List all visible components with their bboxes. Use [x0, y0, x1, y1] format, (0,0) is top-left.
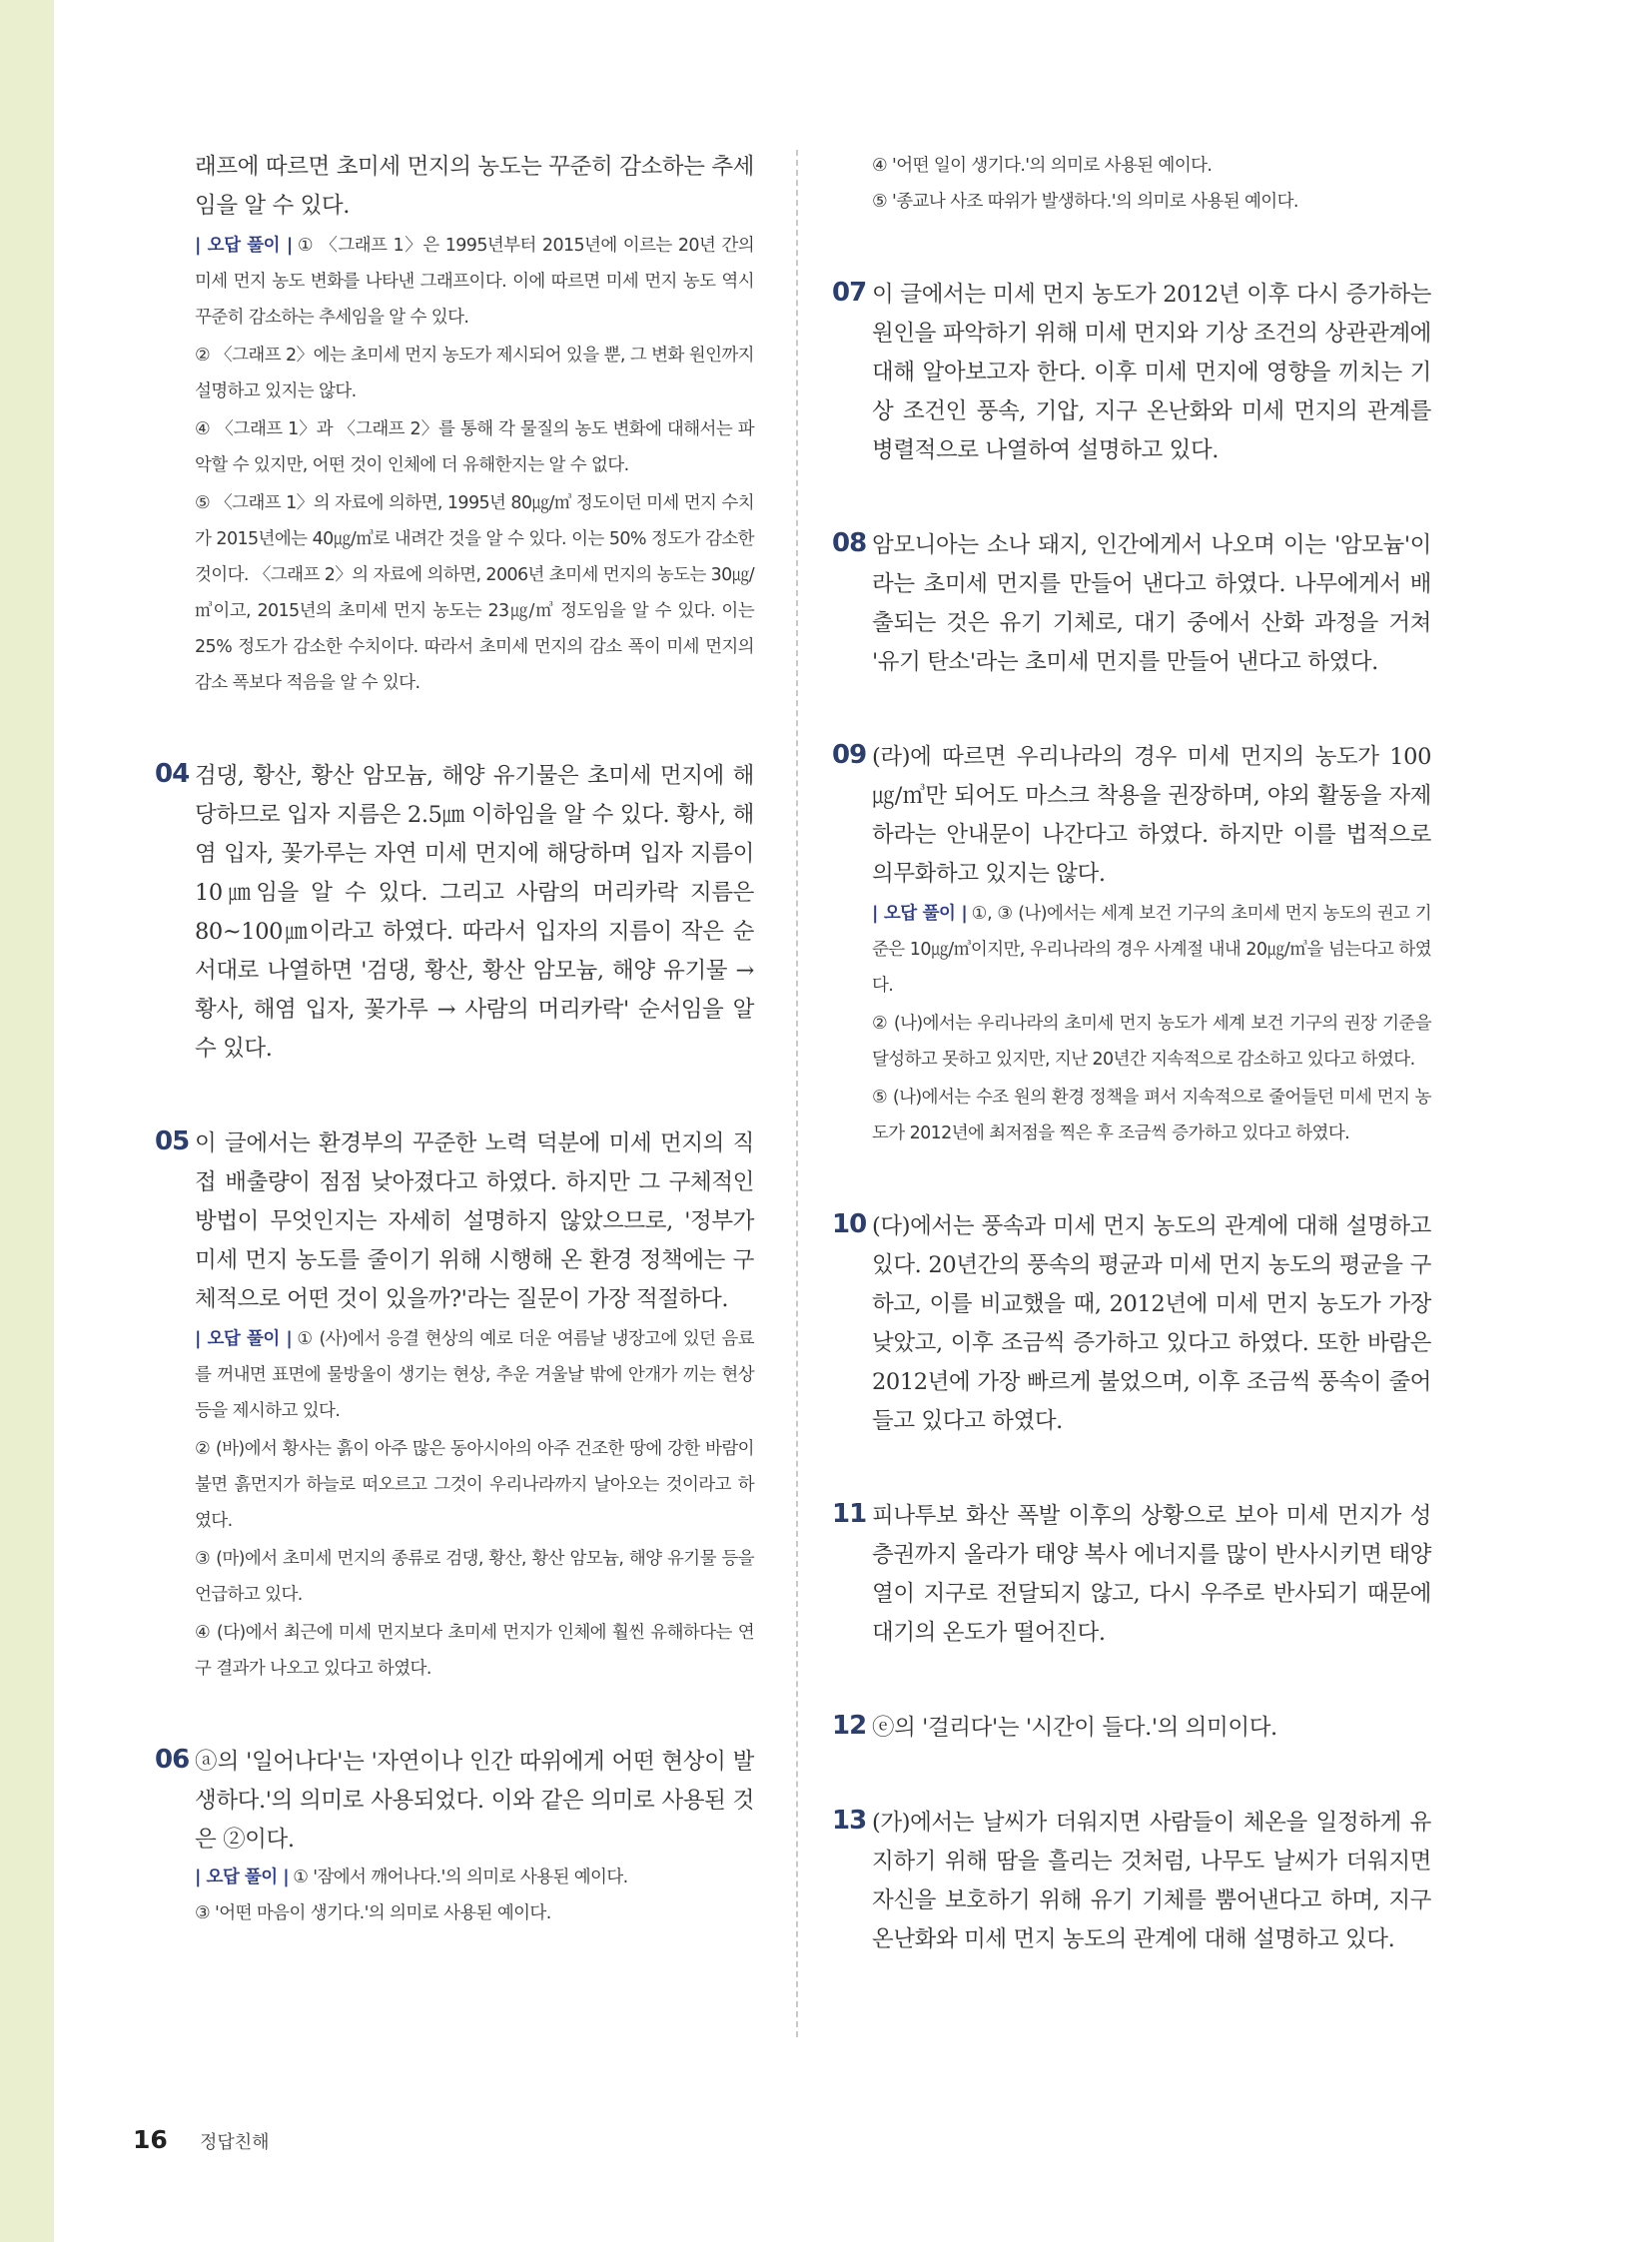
explanation-item: ④ 〈그래프 1〉과 〈그래프 2〉를 통해 각 물질의 농도 변화에 대해서는 파악할 수 있지만, 어떤 것이 인체에 더 유해한지는 알 수 없다.	[195, 419, 754, 475]
answer-13	[832, 1804, 1431, 1959]
wrong-answer-explanation	[195, 1321, 754, 1429]
answer-03-continued	[155, 148, 754, 701]
answer-10	[832, 1207, 1431, 1441]
answer-06-continued	[832, 148, 1431, 220]
left-column	[155, 148, 754, 1931]
answer-04	[155, 757, 754, 1069]
explanation-item: ① (사)에서 응결 현상의 예로 더운 여름날 냉장고에 있던 음료를 꺼내면 표면에 물방울이 생기는 현상, 추운 겨울날 밖에 안개가 끼는 현상 등을 제시하고 있다.	[195, 1329, 754, 1421]
side-color-band	[0, 0, 54, 2242]
wrong-answer-label: | 오답 풀이 |	[195, 1329, 293, 1349]
question-number: 09	[832, 740, 867, 770]
answer-05	[155, 1124, 754, 1687]
wrong-answer-explanation	[195, 228, 754, 336]
answer-text: 암모니아는 소나 돼지, 인간에게서 나오며 이는 '암모늄'이라는 초미세 먼지를 만들어 낸다고 하였다. 나무에게서 배출되는 것은 유기 기체로, 대기 중에서 산화 과정을 거쳐 '유기 탄소'라는 초미세 먼지를 만들어 낸다고 하였다.	[872, 532, 1431, 675]
explanation-item: ①, ③ (나)에서는 세계 보건 기구의 초미세 먼지 농도의 권고 기준은 10㎍/㎥이지만, 우리나라의 경우 사계절 내내 20㎍/㎥을 넘는다고 하였다.	[872, 904, 1432, 996]
question-number: 04	[155, 759, 190, 789]
explanation-item: ③ '어떤 마음이 생기다.'의 의미로 사용된 예이다.	[195, 1903, 551, 1923]
answer-07	[832, 276, 1431, 470]
answer-text: 검댕, 황산, 황산 암모늄, 해양 유기물은 초미세 먼지에 해당하므로 입자 지름은 2.5㎛ 이하임을 알 수 있다. 황사, 해염 입자, 꽃가루는 자연 미세 먼지에 해당하며 입자 지름이 10㎛임을 알 수 있다. 그리고 사람의 머리카락 지름은 80~100㎛이라고 하였다. 따라서 입자의 지름이 작은 순서대로 나열하면 '검댕, 황산, 황산 암모늄, 해양 유기물 → 황사, 해염 입자, 꽃가루 → 사람의 머리카락' 순서임을 알 수 있다.	[195, 763, 754, 1062]
answer-12	[832, 1709, 1431, 1748]
answer-11	[832, 1497, 1431, 1653]
answer-text: 래프에 따르면 초미세 먼지의 농도는 꾸준히 감소하는 추세임을 알 수 있다.	[195, 154, 754, 219]
explanation-item: ⑤ (나)에서는 수조 원의 환경 정책을 펴서 지속적으로 줄어들던 미세 먼지 농도가 2012년에 최저점을 찍은 후 조금씩 증가하고 있다고 하였다.	[872, 1088, 1431, 1143]
explanation-item: ④ (다)에서 최근에 미세 먼지보다 초미세 먼지가 인체에 훨씬 유해하다는 연구 결과가 나오고 있다고 하였다.	[195, 1623, 754, 1679]
question-number: 10	[832, 1209, 867, 1239]
explanation-item: ③ (마)에서 초미세 먼지의 종류로 검댕, 황산, 황산 암모늄, 해양 유기물 등을 언급하고 있다.	[195, 1549, 754, 1605]
explanation-item: ④ '어떤 일이 생기다.'의 의미로 사용된 예이다.	[872, 156, 1213, 176]
page-number: 16	[133, 2125, 168, 2154]
answer-06	[155, 1743, 754, 1931]
wrong-answer-label: | 오답 풀이 |	[195, 1868, 290, 1887]
footer-title: 정답친해	[200, 2132, 270, 2153]
answer-text: (다)에서는 풍속과 미세 먼지 농도의 관계에 대해 설명하고 있다. 20년간의 풍속의 평균과 미세 먼지 농도의 평균을 구하고, 이를 비교했을 때, 2012년에 미세 먼지 농도가 가장 낮았고, 이후 조금씩 증가하고 있다고 하였다. 또한 바람은 2012년에 가장 빠르게 불었으며, 이후 조금씩 풍속이 줄어들고 있다고 하였다.	[872, 1213, 1431, 1434]
explanation-item: ⑤ 〈그래프 1〉의 자료에 의하면, 1995년 80㎍/㎥ 정도이던 미세 먼지 수치가 2015년에는 40㎍/㎥로 내려간 것을 알 수 있다. 이는 50% 정도가 감소한 것이다. 〈그래프 2〉의 자료에 의하면, 2006년 초미세 먼지의 농도는 30㎍/㎥이고, 2015년의 초미세 먼지 농도는 23㎍/㎥ 정도임을 알 수 있다. 이는 25% 정도가 감소한 수치이다. 따라서 초미세 먼지의 감소 폭이 미세 먼지의 감소 폭보다 적음을 알 수 있다.	[195, 493, 754, 693]
answer-09	[832, 738, 1431, 1151]
question-number: 07	[832, 278, 867, 308]
explanation-item: ⑤ '종교나 사조 따위가 발생하다.'의 의미로 사용된 예이다.	[872, 192, 1298, 212]
wrong-answer-explanation	[872, 896, 1431, 1004]
question-number: 06	[155, 1745, 190, 1775]
question-number: 05	[155, 1126, 190, 1156]
question-number: 12	[832, 1711, 867, 1741]
wrong-answer-label: | 오답 풀이 |	[872, 904, 968, 924]
question-number: 13	[832, 1806, 867, 1836]
wrong-answer-label: | 오답 풀이 |	[195, 236, 293, 256]
explanation-item: ② (바)에서 황사는 흙이 아주 많은 동아시아의 아주 건조한 땅에 강한 바람이 불면 흙먼지가 하늘로 떠오르고 그것이 우리나라까지 날아오는 것이라고 하였다.	[195, 1439, 754, 1531]
question-number: 11	[832, 1499, 867, 1529]
explanation-item: ② 〈그래프 2〉에는 초미세 먼지 농도가 제시되어 있을 뿐, 그 변화 원인까지 설명하고 있지는 않다.	[195, 346, 754, 401]
answer-text: ⓔ의 '걸리다'는 '시간이 들다.'의 의미이다.	[872, 1715, 1277, 1741]
explanation-item: ② (나)에서는 우리나라의 초미세 먼지 농도가 세계 보건 기구의 권장 기준을 달성하고 못하고 있지만, 지난 20년간 지속적으로 감소하고 있다고 하였다.	[872, 1014, 1431, 1070]
answer-text: 피나투보 화산 폭발 이후의 상황으로 보아 미세 먼지가 성층권까지 올라가 태양 복사 에너지를 많이 반사시키면 태양열이 지구로 전달되지 않고, 다시 우주로 반사되기 때문에 대기의 온도가 떨어진다.	[872, 1503, 1431, 1646]
question-number: 08	[832, 528, 867, 558]
answer-text: ⓐ의 '일어나다'는 '자연이나 인간 따위에게 어떤 현상이 발생하다.'의 의미로 사용되었다. 이와 같은 의미로 사용된 것은 ②이다.	[195, 1749, 754, 1853]
answer-08	[832, 526, 1431, 682]
explanation-item: ① '잠에서 깨어나다.'의 의미로 사용된 예이다.	[293, 1868, 628, 1887]
column-divider	[796, 150, 798, 2037]
answer-text: (가)에서는 날씨가 더워지면 사람들이 체온을 일정하게 유지하기 위해 땀을 흘리는 것처럼, 나무도 날씨가 더워지면 자신을 보호하기 위해 유기 기체를 뿜어낸다고 하며, 지구 온난화와 미세 먼지 농도의 관계에 대해 설명하고 있다.	[872, 1810, 1431, 1952]
answer-text: (라)에 따르면 우리나라의 경우 미세 먼지의 농도가 100㎍/㎥만 되어도 마스크 착용을 권장하며, 야외 활동을 자제하라는 안내문이 나간다고 하였다. 하지만 이를 법적으로 의무화하고 있지는 않다.	[872, 744, 1431, 887]
explanation-item: ① 〈그래프 1〉은 1995년부터 2015년에 이르는 20년 간의 미세 먼지 농도 변화를 나타낸 그래프이다. 이에 따르면 미세 먼지 농도 역시 꾸준히 감소하는 추세임을 알 수 있다.	[195, 236, 754, 328]
right-column	[832, 148, 1431, 1959]
wrong-answer-explanation	[195, 1860, 754, 1895]
answer-text: 이 글에서는 환경부의 꾸준한 노력 덕분에 미세 먼지의 직접 배출량이 점점 낮아졌다고 하였다. 하지만 그 구체적인 방법이 무엇인지는 자세히 설명하지 않았으므로, '정부가 미세 먼지 농도를 줄이기 위해 시행해 온 환경 정책에는 구체적으로 어떤 것이 있을까?'라는 질문이 가장 적절하다.	[195, 1130, 754, 1312]
answer-text: 이 글에서는 미세 먼지 농도가 2012년 이후 다시 증가하는 원인을 파악하기 위해 미세 먼지와 기상 조건의 상관관계에 대해 알아보고자 한다. 이후 미세 먼지에 영향을 끼치는 기상 조건인 풍속, 기압, 지구 온난화와 미세 먼지의 관계를 병렬적으로 나열하여 설명하고 있다.	[872, 282, 1431, 463]
